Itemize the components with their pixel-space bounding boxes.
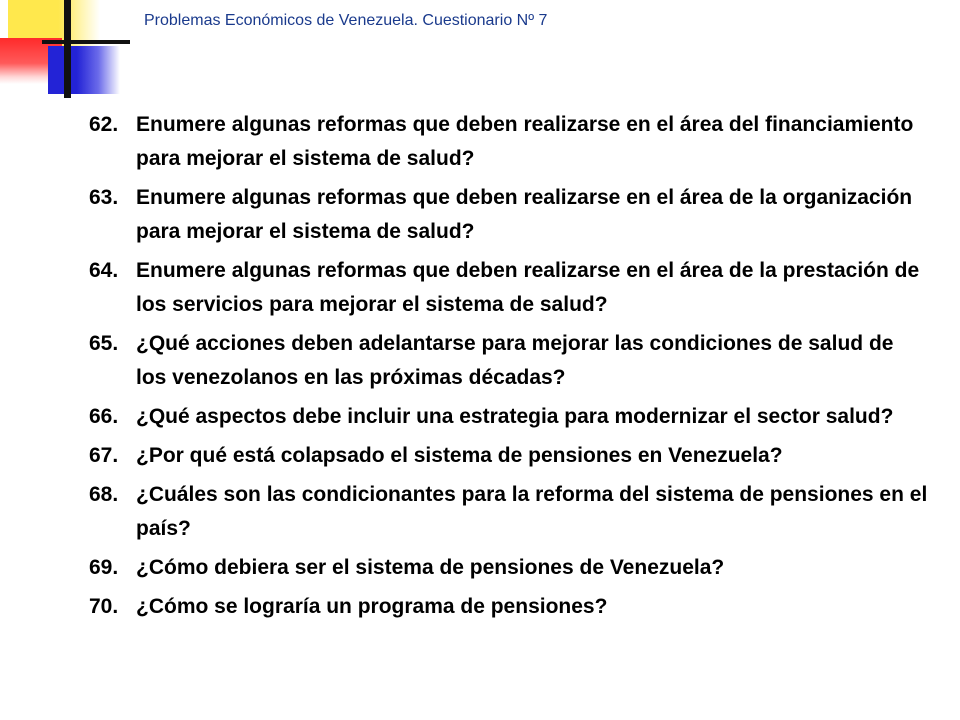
- question-number: 64.: [89, 259, 119, 282]
- page-title: Problemas Económicos de Venezuela. Cuestionario Nº 7: [144, 12, 548, 29]
- question-text: ¿Cómo se lograría un programa de pensiones?: [136, 595, 608, 618]
- question-item: [89, 400, 929, 434]
- question-item: [89, 327, 929, 395]
- question-text: Enumere algunas reformas que deben realizarse en el área de la prestación de los servicios para mejorar el sistema de salud?: [136, 259, 920, 316]
- question-text: Enumere algunas reformas que deben realizarse en el área del financiamiento para mejorar el sistema de salud?: [136, 113, 914, 170]
- question-number: 66.: [89, 405, 119, 428]
- question-number: 67.: [89, 444, 119, 467]
- question-number: 68.: [89, 483, 119, 506]
- question-item: [89, 181, 929, 249]
- question-text: ¿Qué aspectos debe incluir una estrategia para modernizar el sector salud?: [136, 405, 894, 428]
- question-number: 62.: [89, 113, 119, 136]
- question-list: [89, 108, 929, 629]
- question-text: Enumere algunas reformas que deben realizarse en el área de la organización para mejorar el sistema de salud?: [136, 186, 913, 243]
- decorative-logo: [0, 0, 130, 100]
- question-text: ¿Qué acciones deben adelantarse para mejorar las condiciones de salud de los venezolanos en las próximas décadas?: [136, 332, 894, 389]
- question-text: ¿Cuáles son las condicionantes para la reforma del sistema de pensiones en el país?: [136, 483, 928, 540]
- question-item: [89, 254, 929, 322]
- question-item: [89, 551, 929, 585]
- question-text: ¿Por qué está colapsado el sistema de pensiones en Venezuela?: [136, 444, 783, 467]
- logo-horizontal-bar: [42, 40, 130, 44]
- question-number: 63.: [89, 186, 119, 209]
- logo-vertical-bar: [64, 0, 71, 98]
- question-item: [89, 590, 929, 624]
- logo-blue-block: [48, 46, 120, 94]
- question-item: [89, 108, 929, 176]
- question-item: [89, 478, 929, 546]
- question-text: ¿Cómo debiera ser el sistema de pensiones de Venezuela?: [136, 556, 725, 579]
- question-number: 69.: [89, 556, 119, 579]
- question-number: 65.: [89, 332, 119, 355]
- question-number: 70.: [89, 595, 119, 618]
- question-item: [89, 439, 929, 473]
